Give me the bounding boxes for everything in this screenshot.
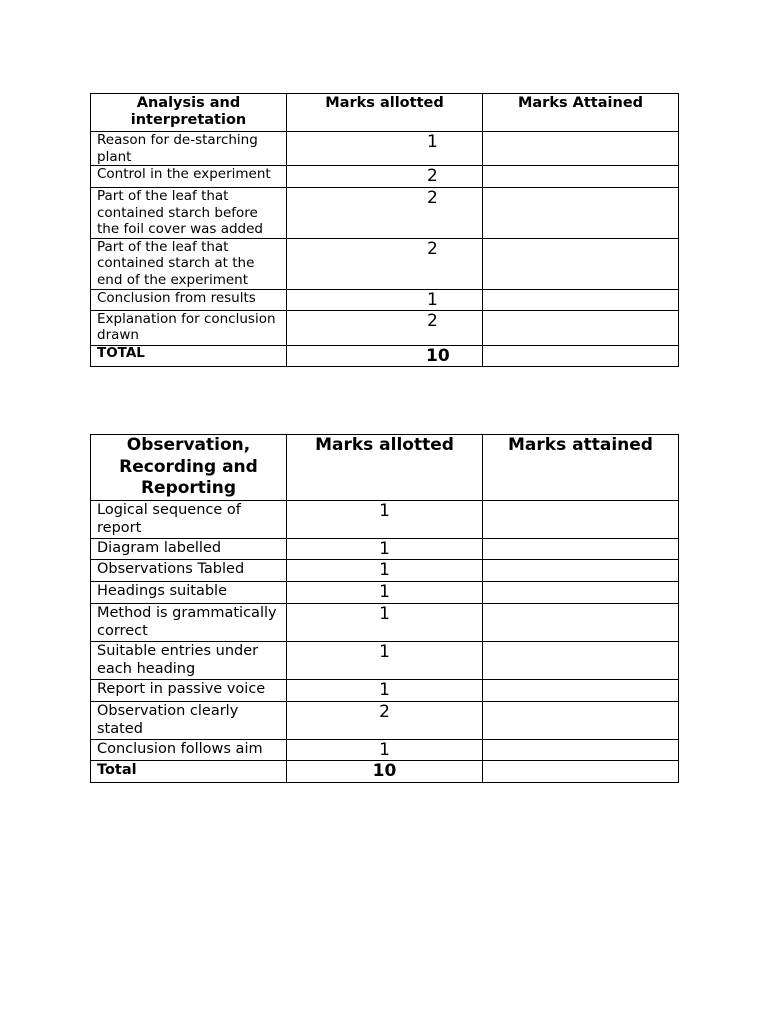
- marks-allotted-cell: 2: [287, 310, 483, 345]
- marks-allotted-cell: 2: [287, 701, 483, 739]
- total-label-cell: TOTAL: [91, 345, 287, 366]
- criterion-cell: Part of the leaf that contained starch at the end of the experiment: [91, 238, 287, 289]
- table-row: [91, 238, 679, 289]
- table-row: [91, 559, 679, 581]
- marks-allotted-column-header: Marks allotted: [287, 94, 483, 132]
- marks-attained-cell[interactable]: [483, 238, 679, 289]
- marks-allotted-cell: 1: [287, 132, 483, 166]
- marks-attained-cell[interactable]: [483, 289, 679, 310]
- table-header-row: [91, 435, 679, 501]
- marks-attained-cell[interactable]: [483, 641, 679, 679]
- marks-allotted-cell: 1: [287, 641, 483, 679]
- marks-attained-cell[interactable]: [483, 132, 679, 166]
- table-row: [91, 701, 679, 739]
- marks-attained-cell[interactable]: [483, 581, 679, 603]
- table-row: [91, 188, 679, 239]
- marks-attained-column-header: Marks attained: [483, 435, 679, 501]
- total-marks-cell: 10: [287, 760, 483, 782]
- criterion-cell: Conclusion follows aim: [91, 739, 287, 760]
- criterion-cell: Logical sequence of report: [91, 500, 287, 538]
- marks-attained-cell[interactable]: [483, 559, 679, 581]
- criterion-column-header: Observation, Recording and Reporting: [91, 435, 287, 501]
- table-row: [91, 538, 679, 559]
- marks-attained-cell[interactable]: [483, 500, 679, 538]
- analysis-interpretation-table: [90, 93, 679, 367]
- criterion-cell: Report in passive voice: [91, 679, 287, 701]
- total-marks-cell: 10: [287, 345, 483, 366]
- total-row: [91, 760, 679, 782]
- criterion-cell: Conclusion from results: [91, 289, 287, 310]
- marks-attained-cell[interactable]: [483, 166, 679, 188]
- criterion-cell: Explanation for conclusion drawn: [91, 310, 287, 345]
- table-header-row: [91, 94, 679, 132]
- total-attained-cell[interactable]: [483, 345, 679, 366]
- table-row: [91, 166, 679, 188]
- marks-attained-cell[interactable]: [483, 310, 679, 345]
- criterion-cell: Method is grammatically correct: [91, 603, 287, 641]
- total-row: [91, 345, 679, 366]
- marks-allotted-cell: 1: [287, 289, 483, 310]
- marks-attained-cell[interactable]: [483, 679, 679, 701]
- criterion-cell: Observations Tabled: [91, 559, 287, 581]
- table-row: [91, 132, 679, 166]
- table-row: [91, 581, 679, 603]
- total-attained-cell[interactable]: [483, 760, 679, 782]
- marks-allotted-cell: 1: [287, 581, 483, 603]
- criterion-cell: Headings suitable: [91, 581, 287, 603]
- marks-attained-cell[interactable]: [483, 538, 679, 559]
- marks-allotted-column-header: Marks allotted: [287, 435, 483, 501]
- marks-attained-cell[interactable]: [483, 739, 679, 760]
- marks-attained-cell[interactable]: [483, 188, 679, 239]
- criterion-cell: Diagram labelled: [91, 538, 287, 559]
- table-row: [91, 603, 679, 641]
- marks-allotted-cell: 1: [287, 679, 483, 701]
- criterion-cell: Control in the experiment: [91, 166, 287, 188]
- marks-attained-column-header: Marks Attained: [483, 94, 679, 132]
- marks-attained-cell[interactable]: [483, 701, 679, 739]
- criterion-cell: Suitable entries under each heading: [91, 641, 287, 679]
- marks-attained-cell[interactable]: [483, 603, 679, 641]
- table-row: [91, 310, 679, 345]
- marks-allotted-cell: 1: [287, 603, 483, 641]
- table-row: [91, 679, 679, 701]
- table-row: [91, 739, 679, 760]
- marks-allotted-cell: 1: [287, 538, 483, 559]
- table-row: [91, 641, 679, 679]
- criterion-cell: Observation clearly stated: [91, 701, 287, 739]
- marks-allotted-cell: 2: [287, 188, 483, 239]
- observation-recording-table: [90, 434, 679, 783]
- marks-allotted-cell: 1: [287, 500, 483, 538]
- table-row: [91, 289, 679, 310]
- marks-allotted-cell: 1: [287, 559, 483, 581]
- criterion-column-header: Analysis and interpretation: [91, 94, 287, 132]
- table-row: [91, 500, 679, 538]
- marks-allotted-cell: 2: [287, 238, 483, 289]
- criterion-cell: Reason for de-starching plant: [91, 132, 287, 166]
- marks-allotted-cell: 1: [287, 739, 483, 760]
- marks-allotted-cell: 2: [287, 166, 483, 188]
- criterion-cell: Part of the leaf that contained starch before the foil cover was added: [91, 188, 287, 239]
- total-label-cell: Total: [91, 760, 287, 782]
